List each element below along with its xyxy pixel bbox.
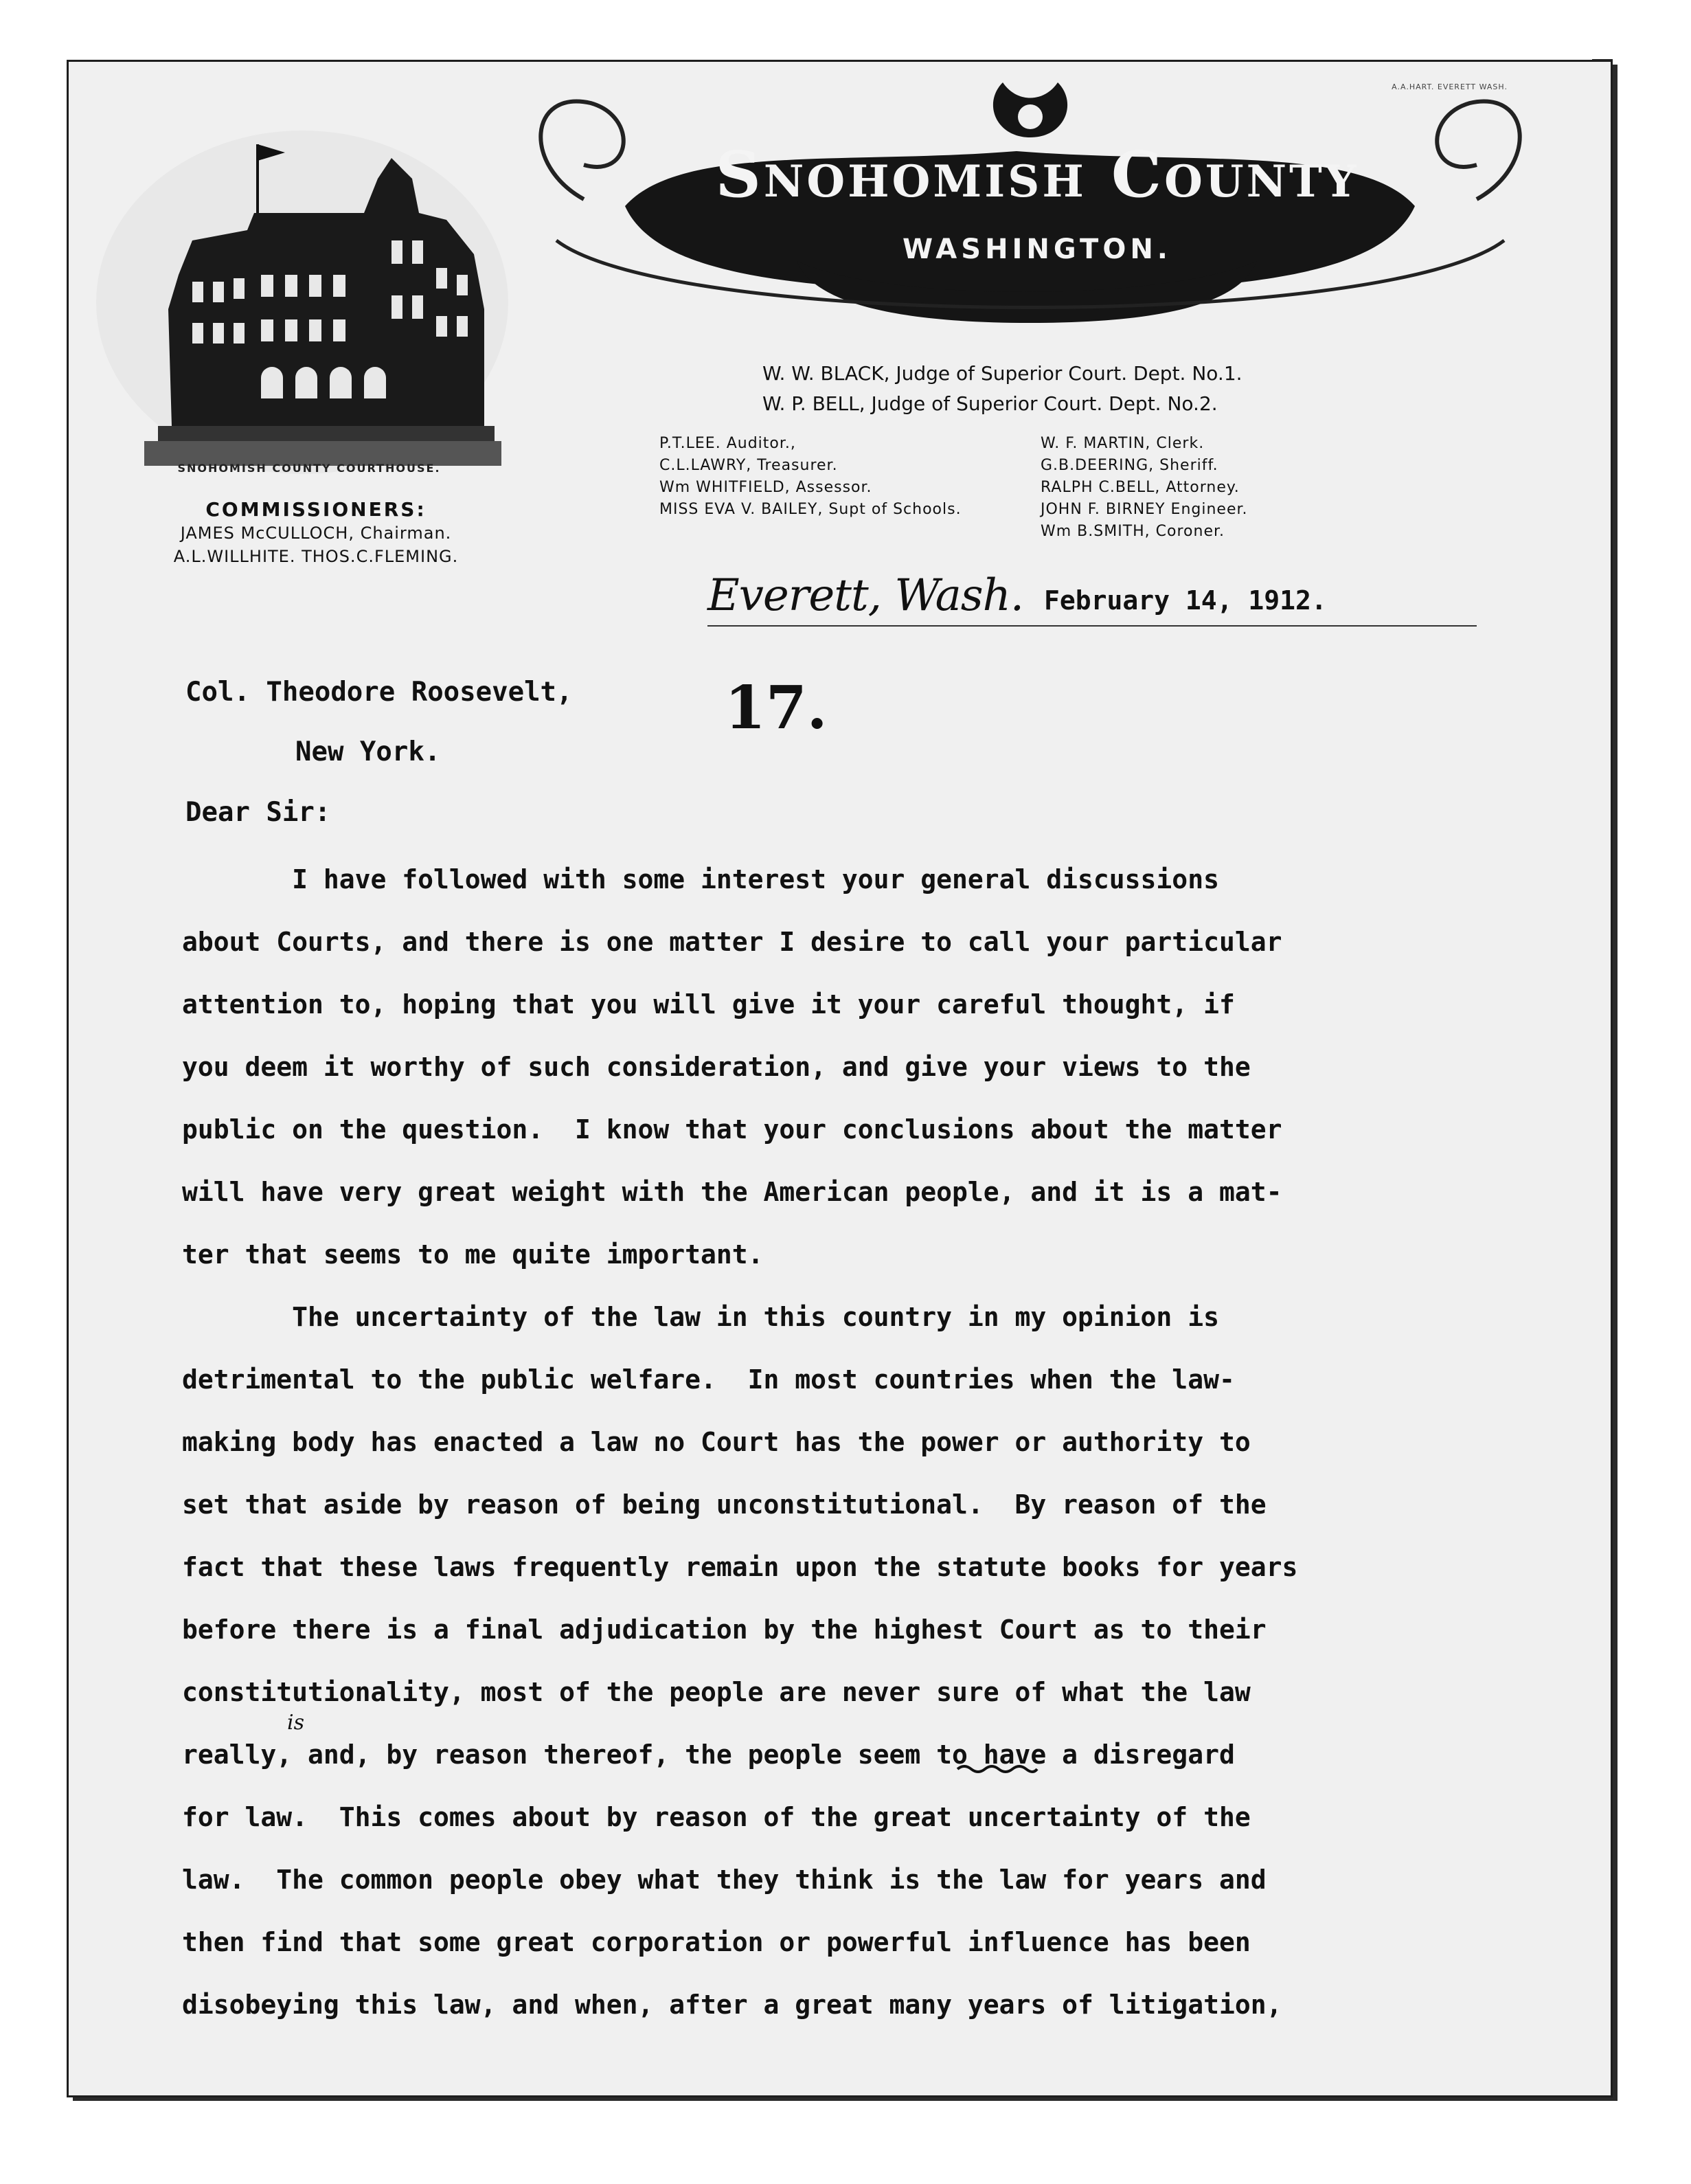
body-line: set that aside by reason of being unconstitutional. By reason of the (182, 1489, 1267, 1520)
addressee-city: New York. (295, 736, 441, 767)
officers-left (659, 433, 1044, 521)
officer-line: C.L.LAWRY, Treasurer. (659, 457, 838, 474)
dateline (707, 570, 1477, 627)
body-line: public on the question. I know that your conclusions about the matter (182, 1114, 1282, 1145)
officer-line: P.T.LEE. Auditor., (659, 435, 796, 452)
commissioner-line: A.L.WILLHITE. THOS.C.FLEMING. (173, 547, 459, 566)
body-line: detrimental to the public welfare. In most countries when the law- (182, 1364, 1235, 1395)
body-line: then find that some great corporation or powerful influence has been (182, 1927, 1251, 1957)
officer-line: RALPH C.BELL, Attorney. (1041, 479, 1240, 496)
commissioners-block (103, 498, 529, 568)
commissioners-heading: COMMISSIONERS: (205, 498, 427, 521)
salutation: Dear Sir: (185, 797, 331, 828)
officers-right (1041, 433, 1398, 543)
county-title: Snohomish County (715, 137, 1359, 212)
body-line: about Courts, and there is one matter I desire to call your particular (182, 927, 1282, 957)
body-line: before there is a final adjudication by the highest Court as to their (182, 1614, 1267, 1645)
officer-line: JOHN F. BIRNEY Engineer. (1041, 501, 1248, 518)
handwritten-insertion: is (287, 1711, 304, 1735)
body-line: will have very great weight with the American people, and it is a mat- (182, 1177, 1282, 1207)
body-line: really, and, by reason thereof, the people seem to have a disregard (182, 1740, 1235, 1770)
officer-line: Wm WHITFIELD, Assessor. (659, 479, 872, 496)
letter-body (182, 859, 1487, 2047)
addressee-name: Col. Theodore Roosevelt, (185, 677, 573, 708)
body-line: fact that these laws frequently remain upon the statute books for years (182, 1552, 1298, 1582)
dateline-place: Everett, Wash. (707, 570, 1024, 621)
judge-line: W. W. BLACK, Judge of Superior Court. Dept. No.1. (762, 362, 1242, 385)
printer-mark: A.A.HART. EVERETT WASH. (1392, 82, 1508, 91)
commissioner-line: JAMES McCULLOCH, Chairman. (180, 524, 452, 543)
dateline-date: February 14, 1912. (1044, 585, 1327, 616)
body-line: making body has enacted a law no Court has the power or authority to (182, 1427, 1251, 1457)
officer-line: MISS EVA V. BAILEY, Supt of Schools. (659, 501, 962, 518)
body-line: constitutionality, most of the people are never sure of what the law (182, 1677, 1251, 1707)
officer-line: W. F. MARTIN, Clerk. (1041, 435, 1205, 452)
judge-line: W. P. BELL, Judge of Superior Court. Dept. No.2. (762, 392, 1218, 415)
officer-line: Wm B.SMITH, Coroner. (1041, 523, 1225, 540)
handwritten-number: 17. (725, 673, 828, 743)
body-line: for law. This comes about by reason of the great uncertainty of the (182, 1802, 1251, 1832)
body-line: law. The common people obey what they think is the law for years and (182, 1865, 1267, 1895)
body-line: ter that seems to me quite important. (182, 1239, 764, 1270)
officer-line: G.B.DEERING, Sheriff. (1041, 457, 1218, 474)
state-subtitle: WASHINGTON. (902, 234, 1172, 265)
body-line: attention to, hoping that you will give it your careful thought, if (182, 989, 1235, 1020)
courthouse-caption: SNOHOMISH COUNTY COURTHOUSE. (177, 462, 441, 475)
body-line: The uncertainty of the law in this country in my opinion is (182, 1302, 1219, 1332)
judges-list (762, 359, 1381, 419)
body-line: I have followed with some interest your general discussions (182, 864, 1219, 894)
body-line: you deem it worthy of such consideration, and give your views to the (182, 1052, 1251, 1082)
body-line: disobeying this law, and when, after a great many years of litigation, (182, 1990, 1282, 2020)
underline-squiggle (956, 1762, 1039, 1776)
courthouse-illustration (89, 103, 515, 474)
